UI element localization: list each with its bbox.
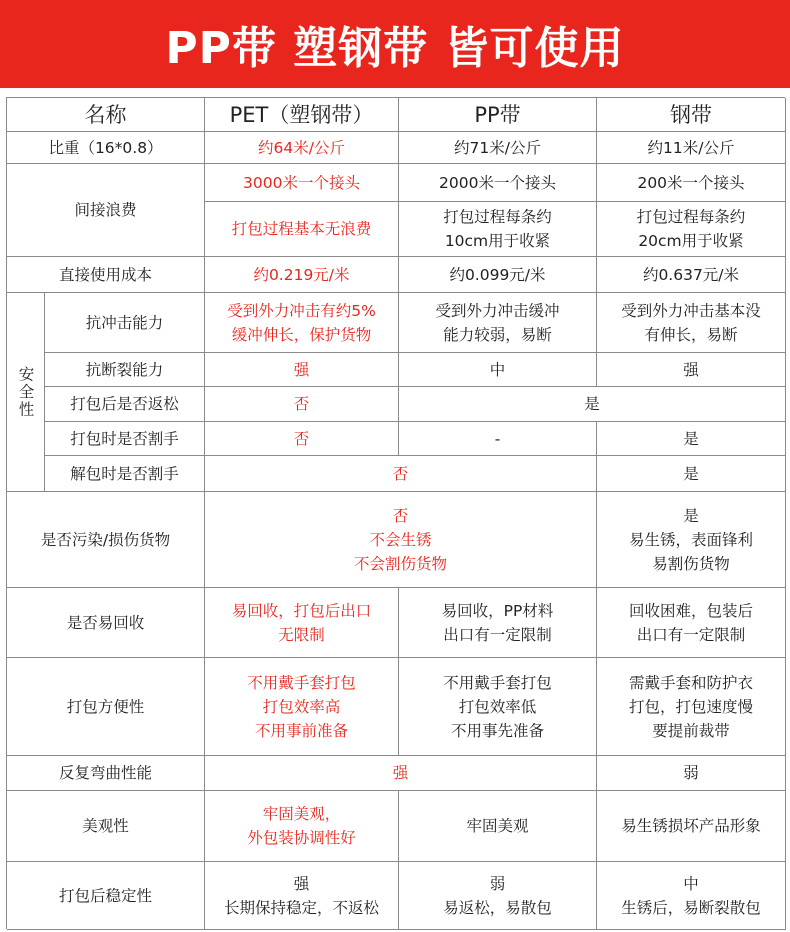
indirect-waste-steel-process (597, 202, 786, 257)
text-line: 不用事先准备 (450, 721, 544, 740)
text-line: 打包效率高 (262, 697, 341, 716)
loosen-pp-steel: 是 (399, 387, 786, 422)
cut-pack-steel: 是 (597, 422, 786, 456)
convenience-label: 打包方便性 (7, 658, 205, 756)
impact-steel (597, 293, 786, 353)
indirect-waste-pp-joint: 2000米一个接头 (399, 164, 597, 202)
pollution-label: 是否污染/损伤货物 (7, 492, 205, 588)
direct-cost-pp: 约0.099元/米 (399, 257, 597, 293)
cut-pack-label: 打包时是否割手 (45, 422, 205, 456)
text-line: 长期保持稳定，不返松 (223, 898, 379, 917)
text-line: 受到外力冲击缓冲 (435, 301, 560, 320)
break-steel: 强 (597, 353, 786, 387)
text-line: 20cm用于收紧 (638, 232, 744, 250)
convenience-pet (205, 658, 399, 756)
bending-label: 反复弯曲性能 (7, 756, 205, 791)
banner-title: PP带 塑钢带 皆可使用 (165, 23, 625, 74)
loosen-label: 打包后是否返松 (45, 387, 205, 422)
bending-steel: 弱 (597, 756, 786, 791)
text-line: 打包过程每条约 (443, 208, 552, 226)
stability-label: 打包后稳定性 (7, 862, 205, 930)
recycle-steel (597, 588, 786, 658)
stability-pet (205, 862, 399, 930)
convenience-pp (399, 658, 597, 756)
break-pet: 强 (205, 353, 399, 387)
impact-pp (399, 293, 597, 353)
stability-steel (597, 862, 786, 930)
appearance-pet (205, 791, 399, 862)
text-line: 是 (683, 506, 699, 525)
direct-cost-steel: 约0.637元/米 (597, 257, 786, 293)
text-line: 强 (293, 874, 310, 893)
text-line: 不会生锈 (369, 530, 432, 549)
text-line: 不用戴手套打包 (443, 673, 552, 692)
appearance-label: 美观性 (7, 791, 205, 862)
cut-unpack-pet-pp: 否 (205, 456, 597, 492)
text-line: 需戴手套和防护衣 (628, 673, 753, 692)
text-line: 生锈后，易断裂散包 (621, 898, 761, 917)
cut-unpack-steel: 是 (597, 456, 786, 492)
text-line: 不用事前准备 (254, 721, 348, 740)
cut-pack-pet: 否 (205, 422, 399, 456)
density-pp: 约71米/公斤 (399, 132, 597, 164)
text-line: 10cm用于收紧 (444, 232, 551, 250)
text-line: 要提前裁带 (652, 721, 730, 740)
recycle-pet (205, 588, 399, 658)
bending-pet-pp: 强 (205, 756, 597, 791)
text-line: 打包，打包速度慢 (628, 697, 753, 716)
header-steel: 钢带 (597, 98, 786, 132)
break-pp: 中 (399, 353, 597, 387)
text-line: 易割伤货物 (652, 554, 730, 573)
direct-cost-pet: 约0.219元/米 (205, 257, 399, 293)
loosen-pet: 否 (205, 387, 399, 422)
density-pet: 约64米/公斤 (205, 132, 399, 164)
indirect-waste-pet-joint: 3000米一个接头 (205, 164, 399, 202)
text-line: 受到外力冲击基本没 (621, 301, 761, 320)
text-line: 不用戴手套打包 (247, 673, 356, 692)
recycle-pp (399, 588, 597, 658)
text-line: 回收困难，包装后 (628, 601, 753, 620)
indirect-waste-label: 间接浪费 (7, 164, 205, 257)
text-line: 有伸长，易断 (644, 325, 738, 344)
text-line: 打包过程每条约 (636, 208, 746, 226)
break-label: 抗断裂能力 (45, 353, 205, 387)
pollution-steel (597, 492, 786, 588)
density-steel: 约11米/公斤 (597, 132, 786, 164)
text-line: 易返松，易散包 (443, 898, 552, 917)
comparison-table (6, 97, 785, 929)
appearance-steel (597, 791, 786, 862)
text-line: 能力较弱，易断 (443, 325, 552, 344)
text-line: 打包效率低 (458, 697, 537, 716)
indirect-waste-steel-joint: 200米一个接头 (597, 164, 786, 202)
text-line: 缓冲伸长，保护货物 (231, 325, 372, 344)
text-line: 否 (392, 506, 409, 525)
recycle-label: 是否易回收 (7, 588, 205, 658)
text-line: 牢固美观 (466, 817, 529, 835)
text-line: 出口有一定限制 (443, 625, 552, 644)
direct-cost-label: 直接使用成本 (7, 257, 205, 293)
safety-group-text: 安全性 (16, 365, 35, 419)
text-line: 外包装协调性好 (247, 829, 356, 847)
stability-pp (399, 862, 597, 930)
cut-unpack-label: 解包时是否割手 (45, 456, 205, 492)
text-line: 易回收，打包后出口 (231, 601, 372, 620)
text-line: 无限制 (278, 625, 325, 644)
text-line: 牢固美观， (262, 805, 341, 823)
impact-pet (205, 293, 399, 353)
convenience-steel (597, 658, 786, 756)
text-line: 易回收，PP材料 (441, 601, 554, 620)
header-name: 名称 (7, 98, 205, 132)
indirect-waste-pet-process (205, 202, 399, 257)
header-pp: PP带 (399, 98, 597, 132)
cut-pack-pp: - (399, 422, 597, 456)
text-line: 中 (683, 874, 699, 893)
header-pet: PET（塑钢带） (205, 98, 399, 132)
text-line: 易生锈损坏产品形象 (621, 817, 761, 835)
density-label: 比重（16*0.8） (7, 132, 205, 164)
text-line: 不会割伤货物 (353, 554, 447, 573)
pollution-pet-pp (205, 492, 597, 588)
safety-group-label (7, 293, 45, 492)
text-line: 出口有一定限制 (636, 625, 746, 644)
impact-label: 抗冲击能力 (45, 293, 205, 353)
title-banner (0, 0, 790, 88)
text-line: 弱 (489, 874, 506, 893)
text-line: 受到外力冲击有约5% (227, 301, 376, 320)
text-line: 打包过程基本无浪费 (231, 220, 372, 238)
appearance-pp (399, 791, 597, 862)
indirect-waste-pp-process (399, 202, 597, 257)
text-line: 易生锈，表面锋利 (628, 530, 753, 549)
